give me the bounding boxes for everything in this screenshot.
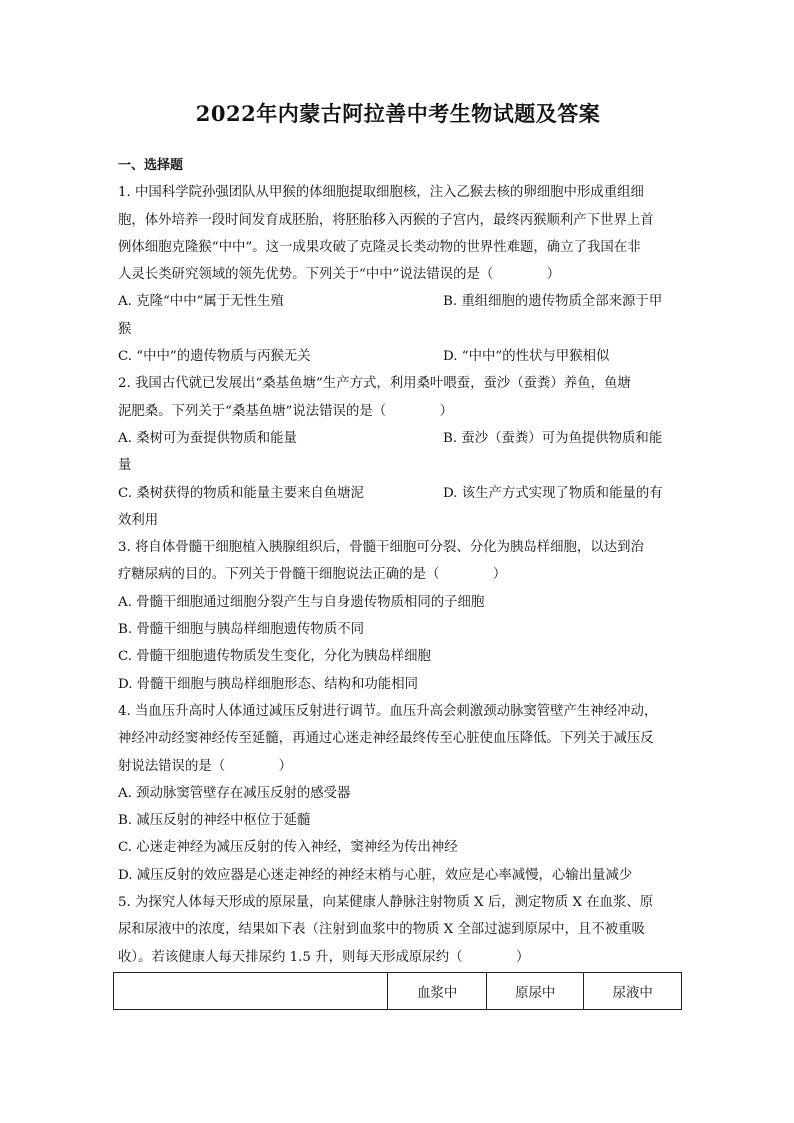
question-5-stem-line: 5. 为探究人体每天形成的原尿量，向某健康人静脉注射物质 X 后，测定物质 X 在血浆、原 bbox=[118, 895, 654, 911]
option-b: B. 减压反射的神经中枢位于延髓 bbox=[118, 813, 311, 829]
option-c: C. 心迷走神经为减压反射的传入神经，窦神经为传出神经 bbox=[118, 840, 458, 856]
table-header-cell bbox=[114, 973, 388, 1010]
question-list bbox=[118, 152, 678, 971]
question-5 bbox=[118, 889, 678, 971]
table-header-row bbox=[114, 973, 682, 1010]
table-header-cell: 原尿中 bbox=[486, 973, 584, 1010]
option-a: A. 骨髓干细胞通过细胞分裂产生与自身遗传物质相同的子细胞 bbox=[118, 594, 485, 610]
option-c: C. 骨髓干细胞遗传物质发生变化，分化为胰岛样细胞 bbox=[118, 649, 431, 665]
page-title: 2022年内蒙古阿拉善中考生物试题及答案 bbox=[195, 101, 601, 126]
option-c: C. “中中”的遗传物质与丙猴无关 bbox=[118, 349, 311, 365]
question-2-options-ab bbox=[118, 425, 678, 452]
question-1-options-cd bbox=[118, 343, 678, 370]
option-b-continued: 量 bbox=[118, 458, 132, 474]
concentration-table bbox=[113, 972, 682, 1010]
question-2-options-cd bbox=[118, 480, 678, 507]
option-b: B. 重组细胞的遗传物质全部来源于甲 bbox=[443, 294, 663, 310]
option-a: A. 克隆“中中”属于无性生殖 bbox=[118, 294, 284, 310]
question-2-stem-line: 2. 我国古代就已发展出“桑基鱼塘”生产方式，利用桑叶喂蚕，蚕沙（蚕粪）养鱼，鱼塘 bbox=[118, 376, 631, 392]
question-1-stem-line: 1. 中国科学院孙强团队从甲猴的体细胞提取细胞核，注入乙猴去核的卵细胞中形成重组细 bbox=[118, 185, 644, 201]
option-d: D. 骨髓干细胞与胰岛样细胞形态、结构和功能相同 bbox=[118, 676, 418, 692]
option-c: C. 桑树获得的物质和能量主要来自鱼塘泥 bbox=[118, 485, 364, 501]
option-d: D. “中中”的性状与甲猴相似 bbox=[443, 349, 610, 365]
option-b: B. 骨髓干细胞与胰岛样细胞遗传物质不同 bbox=[118, 622, 364, 638]
question-4 bbox=[118, 698, 678, 889]
question-2-stem-line: 泥肥桑。下列关于“桑基鱼塘”说法错误的是（ ） bbox=[118, 403, 454, 419]
question-5-stem-line: 尿和尿液中的浓度，结果如下表（注射到血浆中的物质 X 全部过滤到原尿中，且不被重吸 bbox=[118, 922, 645, 938]
question-5-stem-line: 收）。若该健康人每天排尿约 1.5 升，则每天形成原尿约（ ） bbox=[118, 949, 530, 965]
option-a: A. 桑树可为蚕提供物质和能量 bbox=[118, 430, 297, 446]
question-3-stem-line: 3. 将自体骨髓干细胞植入胰腺组织后，骨髓干细胞可分裂、分化为胰岛样细胞，以达到治 bbox=[118, 540, 644, 556]
question-2 bbox=[118, 370, 678, 534]
question-4-stem-line: 4. 当血压升高时人体通过减压反射进行调节。血压升高会刺激颈动脉窦管壁产生神经冲动， bbox=[118, 703, 658, 719]
option-b: B. 蚕沙（蚕粪）可为鱼提供物质和能 bbox=[443, 430, 663, 446]
option-a: A. 颈动脉窦管壁存在减压反射的感受器 bbox=[118, 785, 351, 801]
option-d: D. 该生产方式实现了物质和能量的有 bbox=[443, 485, 663, 501]
section-heading: 一、选择题 bbox=[118, 158, 184, 173]
option-d: D. 减压反射的效应器是心迷走神经的神经末梢与心脏，效应是心率减慢，心输出量减少 bbox=[118, 867, 633, 883]
option-d-continued: 效利用 bbox=[118, 512, 159, 528]
question-1-stem-line: 胞，体外培养一段时间发育成胚胎，将胚胎移入丙猴的子宫内，最终丙猴顺利产下世界上首 bbox=[118, 212, 654, 228]
option-b-continued: 猴 bbox=[118, 321, 132, 337]
question-3-stem-line: 疗糖尿病的目的。下列关于骨髓干细胞说法正确的是（ ） bbox=[118, 567, 507, 583]
question-1 bbox=[118, 179, 678, 370]
question-3 bbox=[118, 534, 678, 698]
table-header-cell: 尿液中 bbox=[584, 973, 682, 1010]
table-header-cell: 血浆中 bbox=[388, 973, 487, 1010]
question-4-stem-line: 神经冲动经窦神经传至延髓，再通过心迷走神经最终传至心脏使血压降低。下列关于减压反 bbox=[118, 731, 654, 747]
question-1-options-ab bbox=[118, 288, 678, 315]
question-1-stem-line: 人灵长类研究领域的领先优势。下列关于“中中”说法错误的是（ ） bbox=[118, 267, 561, 283]
question-1-stem-line: 例体细胞克隆猴“中中”。这一成果攻破了克隆灵长类动物的世界性难题，确立了我国在非 bbox=[118, 239, 641, 255]
question-4-stem-line: 射说法错误的是（ ） bbox=[118, 758, 293, 774]
